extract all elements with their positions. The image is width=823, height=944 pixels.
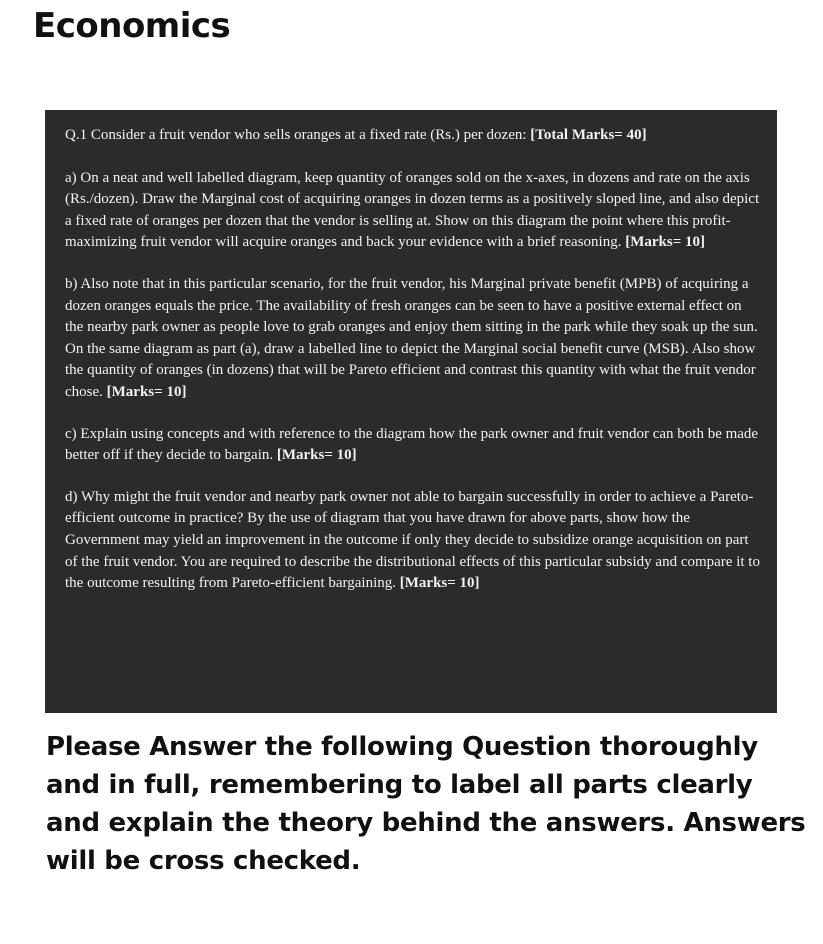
question-part-b [65,274,761,404]
part-b-text: b) Also note that in this particular scenario, for the fruit vendor, his Marginal private benefit (MPB) of acquiring a dozen oranges equals the price. The availability of fresh oranges can be seen to have a positive external effect on the nearby park owner as people love to grab oranges and enjoy them sitting in the park while they soak up the sun. On the same diagram as part (a), draw a labelled line to depict the Marginal social benefit curve (MSB). Also show the quantity of oranges (in dozens) that will be Pareto efficient and contrast this quantity with what the fruit vendor chose. [65,275,758,400]
part-c-text: c) Explain using concepts and with reference to the diagram how the park owner and fruit vendor can both be made better off if they decide to bargain. [65,425,759,464]
part-d-marks: [Marks= 10] [399,575,480,592]
question-part-c [65,424,761,467]
question-part-a [65,168,761,254]
part-c-marks: [Marks= 10] [276,447,357,464]
question-total-marks: [Total Marks= 40] [530,127,647,143]
part-a-text: a) On a neat and well labelled diagram, keep quantity of oranges sold on the x-axes, in dozens and rate on the axis (Rs./dozen). Draw the Marginal cost of acquiring oranges in dozen terms as a positively sloped line, and also depict a fixed rate of oranges per dozen that the vendor is selling at. Show on this diagram the point where this profit-maximizing fruit vendor will acquire oranges and back your evidence with a brief reasoning. [65,169,760,251]
question-panel [45,110,777,713]
question-intro-text: Q.1 Consider a fruit vendor who sells oranges at a fixed rate (Rs.) per dozen: [65,127,531,143]
question-intro [65,125,761,147]
page-title: Economics [33,6,231,46]
question-part-d [65,487,761,595]
part-d-text: d) Why might the fruit vendor and nearby park owner not able to bargain successfully in order to achieve a Pareto-efficient outcome in practice? By the use of diagram that you have drawn for above parts, show how the Government may yield an improvement in the outcome if only they decide to subsidize orange acquisition on part of the fruit vendor. You are required to describe the distributional effects of this particular subsidy and compare it to the outcome resulting from Pareto-efficient bargaining. [65,488,760,592]
answer-instruction: Please Answer the following Question thoroughly and in full, remembering to label all parts clearly and explain the theory behind the answers. Answers will be cross checked. [46,732,806,876]
part-a-marks: [Marks= 10] [625,234,706,251]
part-b-marks: [Marks= 10] [106,383,187,400]
